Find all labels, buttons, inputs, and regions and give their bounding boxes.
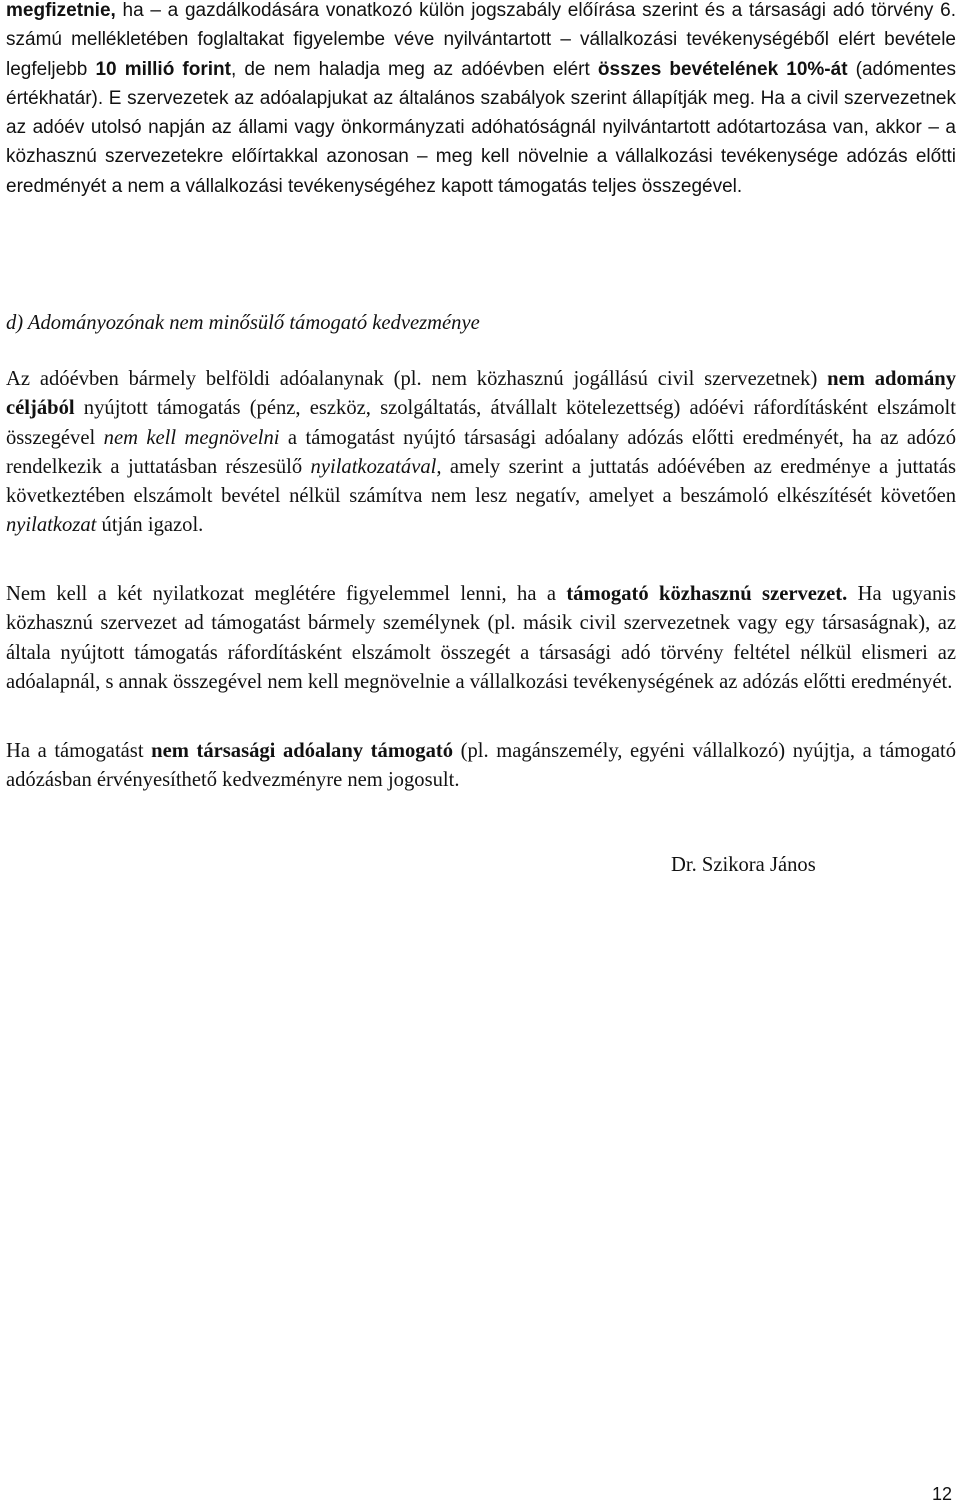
italic-text: nyilatkozat [6, 514, 97, 537]
bold-text: 10%-át [786, 58, 848, 80]
section-heading-d: d) Adományozónak nem minősülő támogató kedvezménye [6, 312, 480, 334]
page-number: 12 [931, 1484, 952, 1504]
bold-text: nem adomány céljából [6, 368, 956, 420]
bold-text: támogató közhasznú szervezet. [566, 583, 848, 605]
paragraph-tax-exemption [6, 0, 956, 201]
text-run: Nem kell a két nyilatkozat meglétére figyelemmel lenni, ha a [6, 583, 567, 605]
text-run: a támogatást nyújtó társasági adóalany adózás előtti eredményét, ha az adózó rendelkezik a juttatásban részesülő [6, 426, 956, 478]
text-run: nyújtott támogatás (pénz, eszköz, szolgáltatás, átvállalt kötelezettség) adóévi ráfordításként elszámolt összegével [6, 397, 956, 449]
text-run: Az adóévben bármely belföldi adóalanynak (pl. nem közhasznú jogállású civil szervezetnek) [6, 368, 828, 390]
author-signature: Dr. Szikora János [671, 854, 816, 876]
bold-text: összes bevételének [597, 58, 779, 80]
bold-text: nem társasági adóalany támogató [151, 740, 454, 762]
text-run: amely szerint a juttatás adóévében az eredménye a juttatás következtében elszámolt bevétel nélkül számítva nem lesz negatív, amelyet a beszámoló elkészítését követően [6, 455, 956, 508]
italic-text: nem kell megnövelni [103, 426, 280, 449]
bold-text: megfizetnie, [6, 0, 116, 21]
text-run: ha – a gazdálkodására vonatkozó külön jogszabály előírása szerint és a társasági adó törvény 6. számú mellékletében foglaltakat figyelembe véve nyilvántartott – vállalkozási tevékenységéből elért bevétele legfeljebb [6, 0, 956, 80]
text-run: (adómentes értékhatár). E szervezetek az adóalapjukat az általános szabályok szerint állapítják meg. Ha a civil szervezetnek az adóév utolsó napján az állami vagy önkormányzati adóhatóságnál nyilvántartott adótartozása van, akkor – a közhasznú szervezetekre előírtakkal azonosan – meg kell növelnie a vállalkozási tevékenysége adózás előtti eredményét a nem a vállalkozási tevékenységéhez kapott támogatás teljes összegével. [6, 58, 956, 197]
italic-text: nyilatkozatával, [310, 455, 442, 478]
text-run: , de nem haladja meg az adóévben elért [230, 58, 598, 80]
bold-text: 10 millió forint [95, 58, 231, 80]
text-run: Ha a támogatást [6, 740, 152, 762]
paragraph-non-corporate-supporter [6, 737, 956, 796]
paragraph-public-benefit-org [6, 580, 956, 697]
text-run: Ha ugyanis közhasznú szervezet ad támogatást bármely személynek (pl. másik civil szervezetnek vagy egy társaságnak), az általa nyújtott támogatás ráfordításként elszámolt összegét a társasági adó törvény feltétel nélkül elismeri az adóalapnál, s annak összegével nem kell megnövelnie a vállalkozási tevékenységének az adózás előtti eredményét. [6, 583, 957, 693]
paragraph-support-benefit [6, 365, 956, 541]
text-run: (pl. magánszemély, egyéni vállalkozó) nyújtja, a támogató adózásban érvényesíthető kedvezményre nem jogosult. [6, 740, 956, 792]
text-run: útján igazol. [96, 514, 204, 537]
